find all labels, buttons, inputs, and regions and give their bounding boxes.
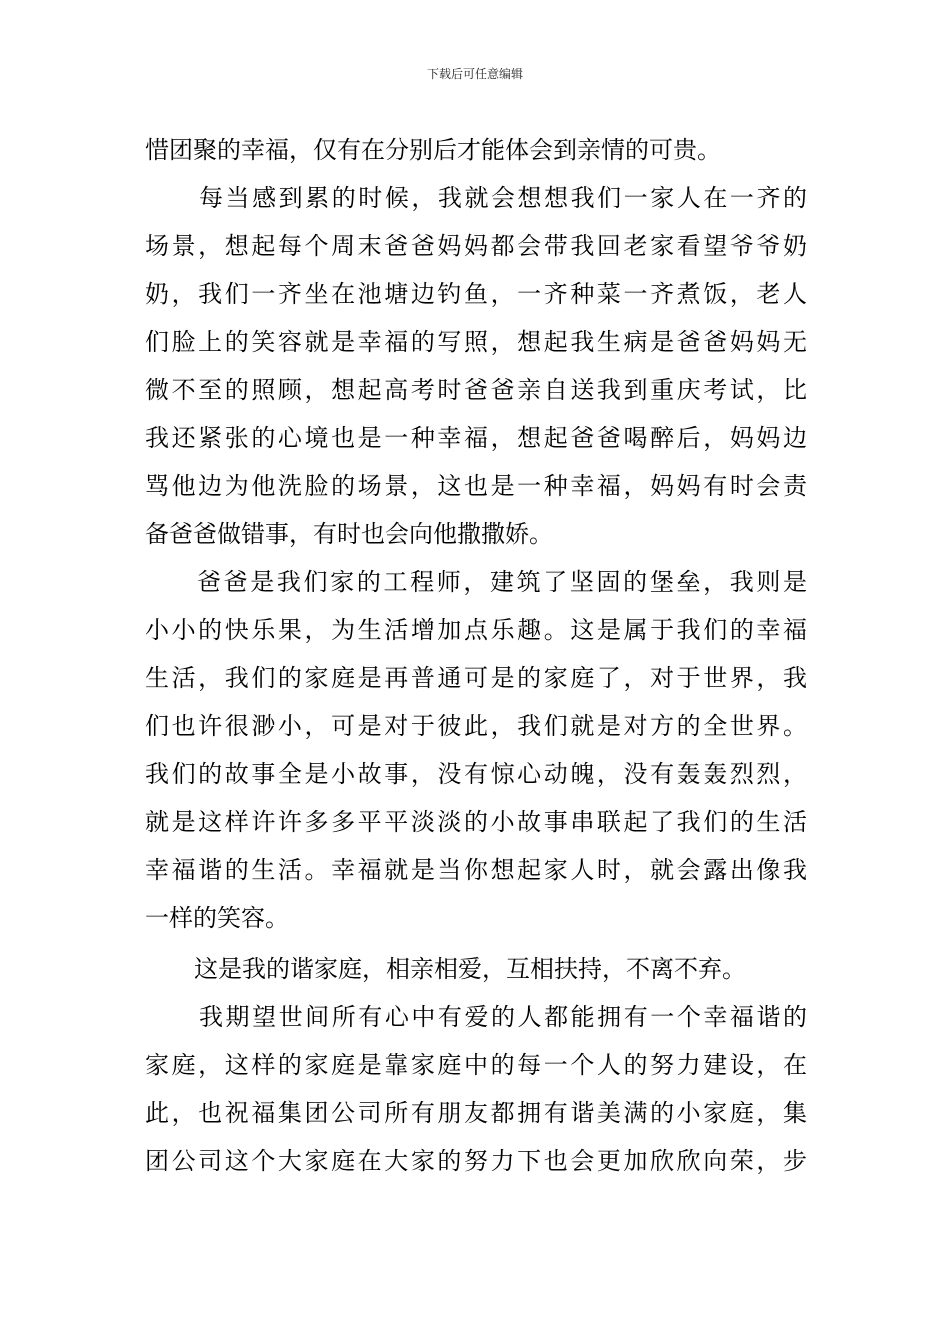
text-line: 就是这样许许多多平平淡淡的小故事串联起了我们的生活	[145, 808, 807, 836]
text-line: 生活，我们的家庭是再普通可是的家庭了，对于世界，我	[145, 664, 807, 692]
text-line: 幸福谐的生活。幸福就是当你想起家人时，就会露出像我	[145, 856, 807, 884]
paragraph	[145, 945, 807, 993]
text-line: 团公司这个大家庭在大家的努力下也会更加欣欣向荣，步	[145, 1147, 807, 1175]
paragraph	[145, 993, 807, 1185]
paragraph	[145, 558, 807, 942]
text-line: 惜团聚的幸福，仅有在分别后才能体会到亲情的可贵。	[145, 136, 721, 164]
text-line: 奶，我们一齐坐在池塘边钓鱼，一齐种菜一齐煮饭，老人	[145, 280, 807, 308]
text-line: 此，也祝福集团公司所有朋友都拥有谐美满的小家庭，集	[145, 1099, 807, 1127]
text-line: 骂他边为他洗脸的场景，这也是一种幸福，妈妈有时会责	[145, 472, 807, 500]
text-line: 我期望世间所有心中有爱的人都能拥有一个幸福谐的	[199, 1003, 807, 1031]
page-header-note: 下载后可任意编辑	[426, 67, 523, 81]
text-line: 一样的笑容。	[145, 904, 289, 932]
document-body	[145, 126, 807, 1185]
text-line: 每当感到累的时候，我就会想想我们一家人在一齐的	[199, 184, 807, 212]
text-line: 我们的故事全是小故事，没有惊心动魄，没有轰轰烈烈，	[145, 760, 807, 788]
paragraph	[145, 174, 807, 558]
text-line: 场景，想起每个周末爸爸妈妈都会带我回老家看望爷爷奶	[145, 232, 807, 260]
text-line: 们也许很渺小，可是对于彼此，我们就是对方的全世界。	[145, 712, 807, 740]
text-line: 们脸上的笑容就是幸福的写照，想起我生病是爸爸妈妈无	[145, 328, 807, 356]
paragraph	[145, 126, 807, 174]
text-line: 备爸爸做错事，有时也会向他撒撒娇。	[145, 520, 553, 548]
text-line: 家庭，这样的家庭是靠家庭中的每一个人的努力建设，在	[145, 1051, 807, 1079]
text-line: 这是我的谐家庭，相亲相爱，互相扶持，不离不弃。	[194, 955, 746, 983]
text-line: 小小的快乐果，为生活增加点乐趣。这是属于我们的幸福	[145, 616, 807, 644]
text-line: 爸爸是我们家的工程师，建筑了坚固的堡垒，我则是	[197, 568, 807, 596]
text-line: 我还紧张的心境也是一种幸福，想起爸爸喝醉后，妈妈边	[145, 424, 807, 452]
text-line: 微不至的照顾，想起高考时爸爸亲自送我到重庆考试，比	[145, 376, 807, 404]
